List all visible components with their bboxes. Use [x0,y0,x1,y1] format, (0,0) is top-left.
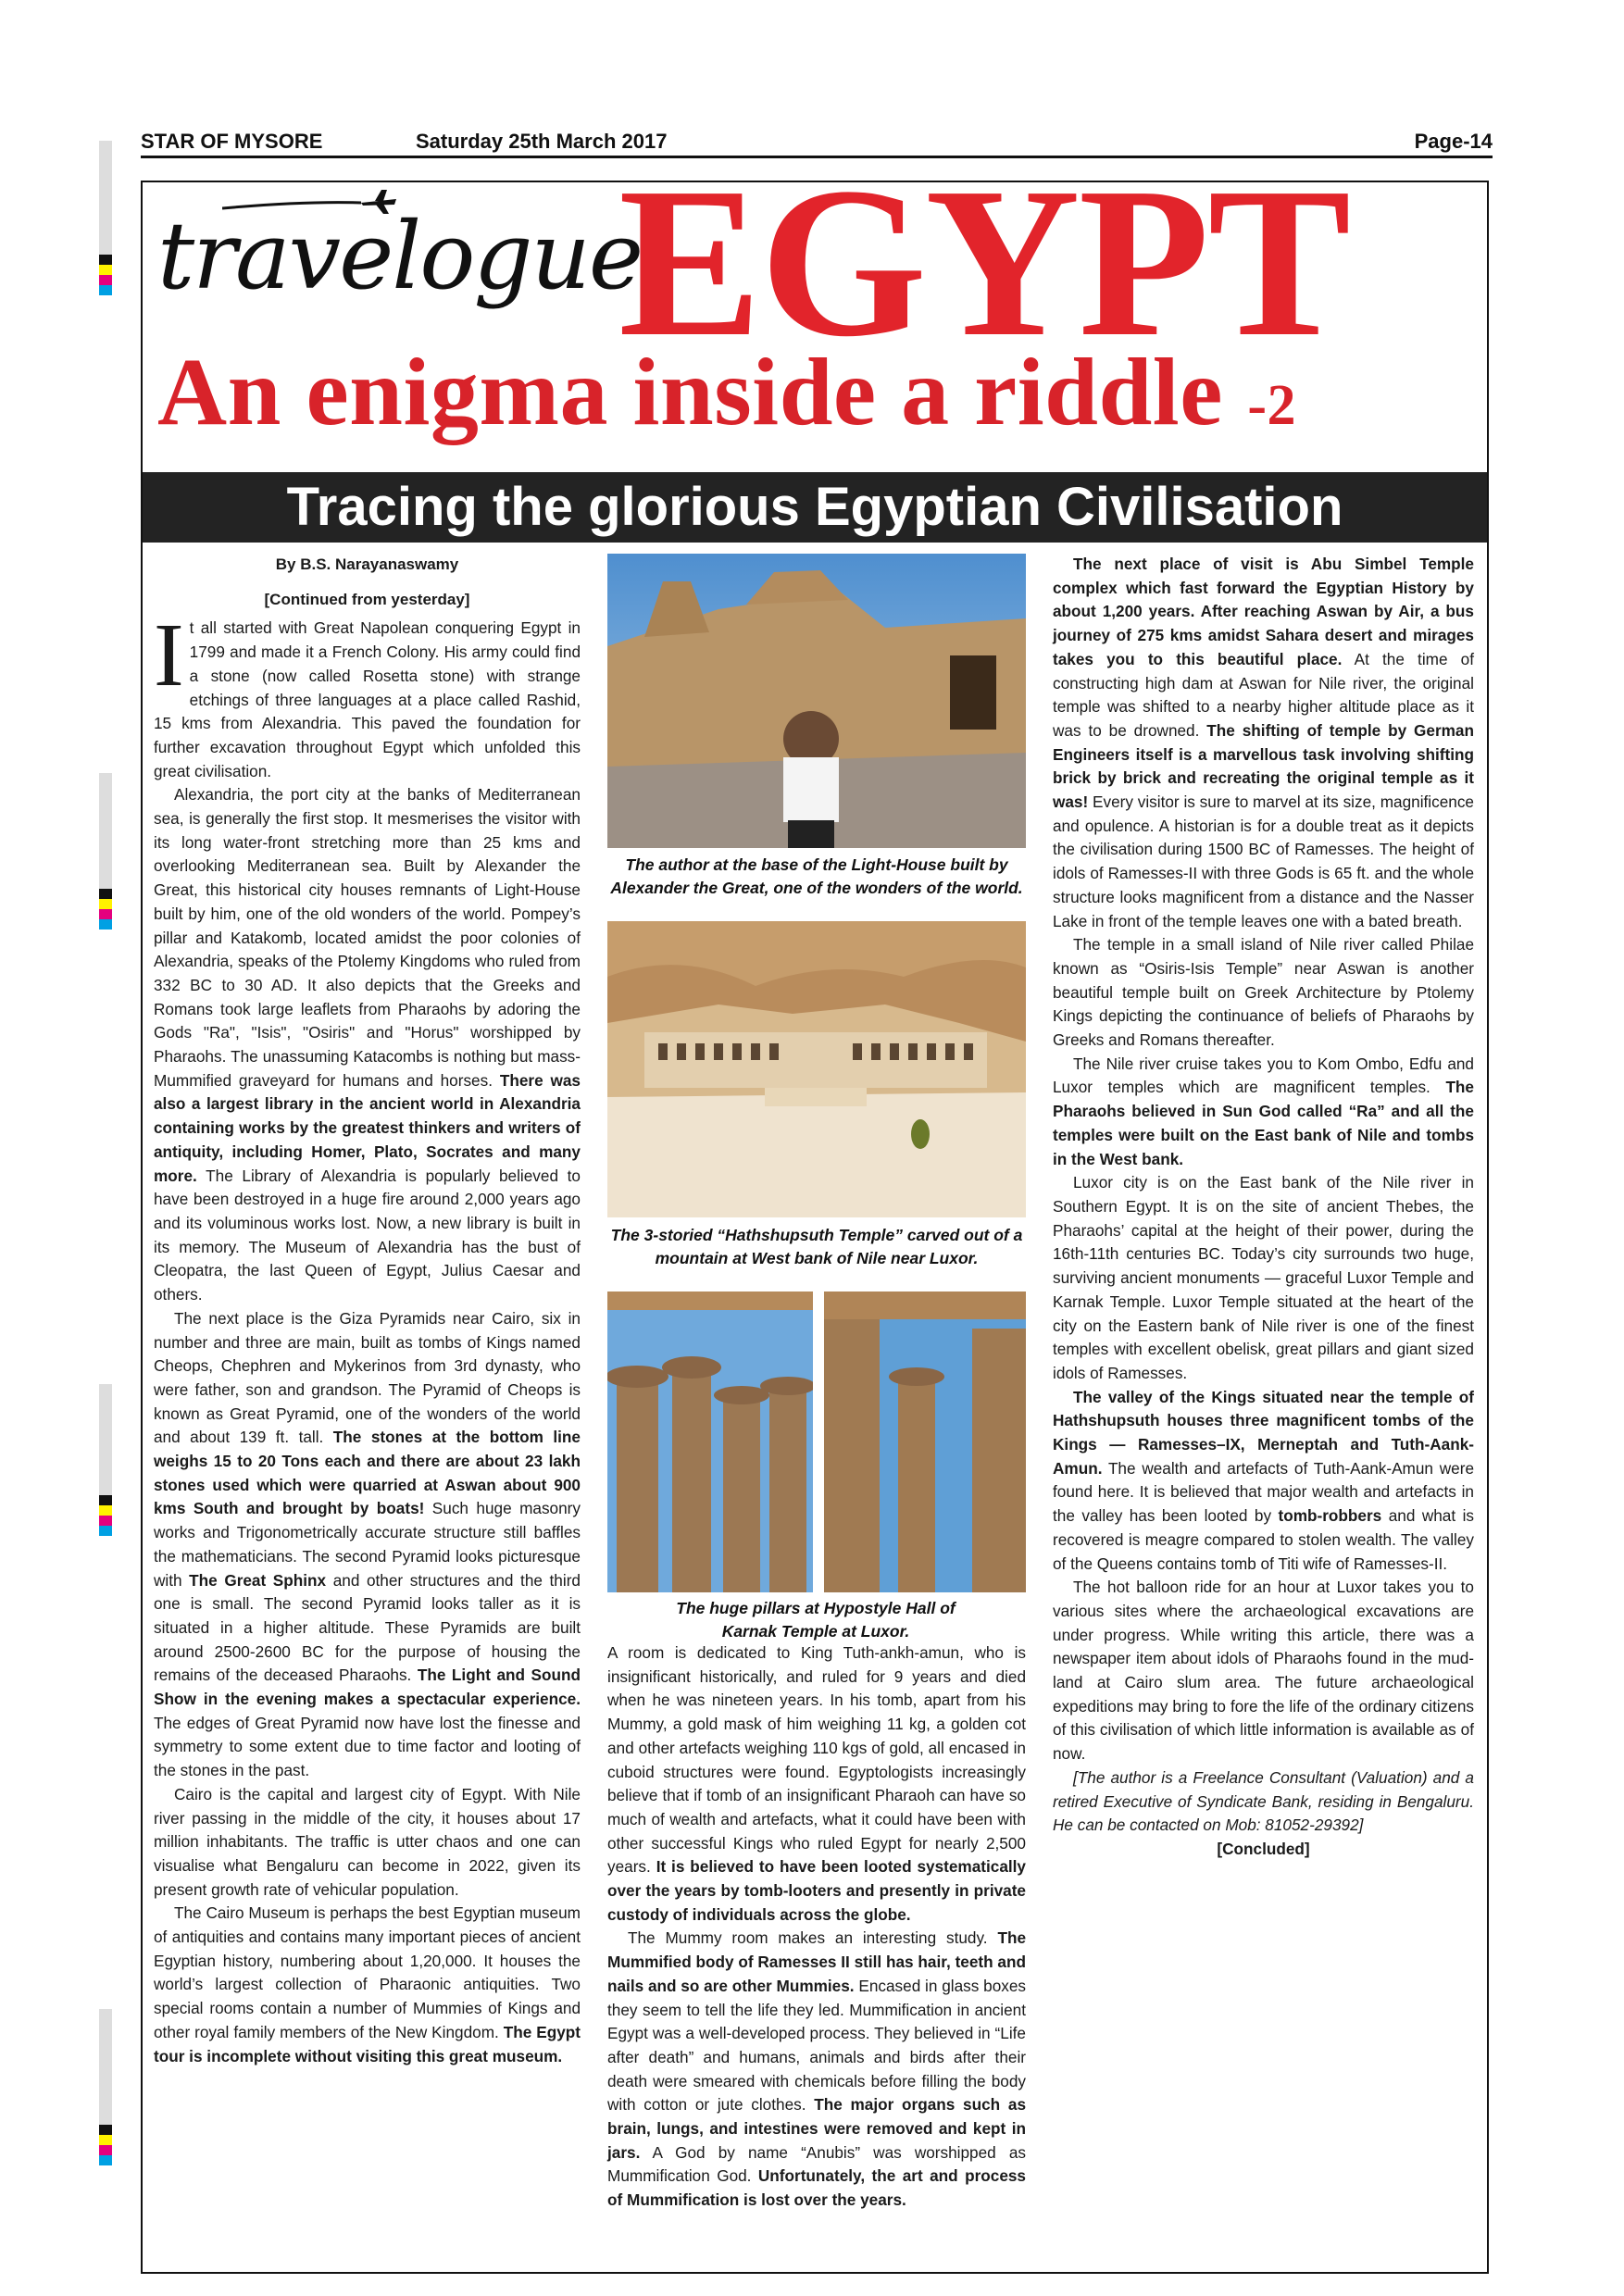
byline: By B.S. Narayanaswamy [275,555,459,573]
paragraph-text: t all started with Great Napolean conquering Egypt in 1799 and made it a French Colony. His army could find a stone (now called Rosetta stone) with strange etchings of three languages at a place called Rashid, 15 kms from Alexandria. This paved the foundation for further excavation throughout Egypt which unfolded this great civilisation. [154,618,581,780]
paragraph: The next place is the Giza Pyramids near Cairo, six in number and three are main, built as tombs of Kings named Cheops, Chephren and Mykerinos from 3rd dynasty, who were father, son and grandson. The Pyramid of Cheops is known as Great Pyramid, one of the wonders of the world and about 139 ft. tall. The stones at the bottom line weighs 15 to 20 Tons each and there are about 23 lakh stones used which were quarried at Aswan about 900 kms South and brought by boats! Such huge masonry works and Trigonometrically accurate structure still baffles the mathematicians. The second Pyramid looks picturesque with The Great Sphinx and other structures and the third one is small. The second Pyramid looks taller as it is situated in a higher altitude. These Pyramids are built around 2500-2600 BC for the purpose of housing the remains of the deceased Pharaohs. The Light and Sound Show in the evening makes a spectacular experience. The edges of Great Pyramid now have lost the finesse and symmetry to some extent due to time factor and looting of the stones in the past. [154,1308,581,1780]
print-marks-2-colors [99,889,112,930]
print-marks-4 [99,2009,112,2129]
section-logo: travelogue [157,202,643,310]
paragraph: The Mummy room makes an interesting study. The Mummified body of Ramesses II still has hair, teeth and nails and so are other Mummies. Encased in glass boxes they seem to tell the life they led. Mummification in ancient Egypt was a well-developed process. They believed in “Life after death” and humans, animals and birds after their death were smeared with chemicals before filling the body with cotton or jute clothes. The major organs such as brain, lungs, and intestines were removed and kept in jars. A God by name “Anubis” was worshipped as Mummification God. Unfortunately, the art and process of Mummification is lost over the years. [607,1928,1027,2210]
print-marks-3-colors [99,1495,112,1536]
paragraph [154,605,581,783]
caption-pillars: The huge pillars at Hypostyle Hall of Karnak Temple at Luxor. [676,1599,956,1641]
column-2 [607,1641,1026,2213]
column-1 [154,553,581,2068]
page-number: Page-14 [1414,130,1493,153]
print-marks-3 [99,1384,112,1500]
paragraph: The Nile river cruise takes you to Kom Ombo, Edfu and Luxor temples which are magnificent temples. The Pharaohs believed in Sun God called “Ra” and all the temples were built on the East bank of Nile and tombs in the West bank. [1053,1054,1474,1168]
photo-lighthouse [607,554,1026,848]
paper-name: STAR OF MYSORE [141,130,323,153]
print-marks-1-colors [99,255,112,295]
paragraph: The next place of visit is Abu Simbel Temple complex which fast forward the Egyptian History by about 1,200 years. After reaching Aswan by Air, a bus journey of 275 kms amidst Sahara desert and mirages takes you to this beautiful place. At the time of constructing high dam at Aswan for Nile river, the original temple was shifted to a nearby higher altitude place as it was to be drowned. The shifting of temple by German Engineers itself is a marvellous task involving shifting brick by brick and recreating the original temple as it was! Every visitor is sure to marvel at its size, magnificence and opulence. A historian is for a double treat as it depicts the civilisation during 1500 BC of Ramesses. The height of idols of Ramesses-II with three Gods is 65 ft. and the whole structure looks magnificent from a distance and the Nasser Lake in front of the temple leaves one with a bated breath. [1053,555,1475,930]
drop-cap: I [154,605,184,706]
paragraph: A room is dedicated to King Tuth-ankh-amun, who is insignificant historically, and ruled for 9 years and died when he was nineteen years. In his tomb, apart from his Mummy, a gold mask of him weighing 11 kg, a golden cot and other artefacts weighing 110 kgs of gold, all encased in cuboid structures were found. Egyptologists increasingly believe that if tomb of an insignificant Pharaoh can have so much of wealth and artefacts, what it could have been with other successful Kings who ruled Egypt for nearly 2,500 years. It is believed to have been looted systematically over the years by tomb-looters and presently in private custody of individuals across the globe. [607,1643,1026,1924]
continued-note: [Continued from yesterday] [264,590,470,608]
print-marks-4-colors [99,2125,112,2165]
country-title: EGYPT [618,144,1350,381]
concluded-note: [Concluded] [1217,1839,1310,1858]
paragraph: Cairo is the capital and largest city of Egypt. With Nile river passing in the middle of the city, it houses about 17 million inhabitants. The traffic is utter chaos and one can visualise what Bengaluru can become in 2022, given its present growth rate of vehicular population. [154,1784,581,1899]
author-note: [The author is a Freelance Consultant (Valuation) and a retired Executive of Syndicate Bank, residing in Bengaluru. He can be contacted on Mob: 81052-29392] [1053,1767,1474,1835]
column-3 [1053,553,1474,1862]
photo-pillars-left [607,1292,813,1592]
part-number: -2 [1247,374,1297,437]
caption-temple: The 3-storied “Hathshupsuth Temple” carved out of a mountain at West bank of Nile near Luxor. [610,1226,1023,1267]
paragraph: Alexandria, the port city at the banks of Mediterranean sea, is generally the first stop. It mesmerises the visitor with its long water-front stretching more than 25 kms and overlooking Mediterranean sea. Built by Alexander the Great, this historical city houses remnants of Light-House built by him, one of the old wonders of the world. Pompey’s pillar and Katakomb, located amidst the poor colonies of Alexandria, speaks of the Ptolemy Kingdoms who ruled from 332 BC to 30 AD. It also depicts that the Greeks and Romans took large leaflets from Pharaohs by adoring the Gods "Ra", "Isis", "Osiris" and "Horus" worshipped by Pharaohs. The unassuming Katacombs is nothing but mass-Mummified graveyard for humans and horses. There was also a largest library in the ancient world in Alexandria containing works by the greatest thinkers and writers of antiquity, including Homer, Plato, Socrates and many more. The Library of Alexandria is popularly believed to have been destroyed in a huge fire around 2,000 years ago and its voluminous works lost. Now, a new library is built in its memory. The Museum of Alexandria has the bust of Cleopatra, the last Queen of Egypt, Julius Caesar and others. [154,785,581,1304]
paragraph: The hot balloon ride for an hour at Luxor takes you to various sites where the archaeological excavations are under progress. While writing this article, there was a newspaper item about idols of Pharaohs found in the mud-land at Cairo slum area. The future archaeological expeditions may bring to fore the life of the ordinary citizens of this civilisation of which little information is available as of now. [1053,1578,1474,1764]
photo-pillars-right [824,1292,1026,1592]
photo-temple [607,921,1026,1217]
paragraph: Luxor city is on the East bank of the Nile river in Southern Egypt. It is on the site of ancient Thebes, the Pharaohs’ capital at the height of their power, during the 16th-11th centuries BC. Today’s city surrounds two huge, surviving ancient monuments — graceful Luxor Temple and Karnak Temple. Luxor Temple situated at the heart of the city on the Eastern bank of Nile river is one of the finest temples with excellent obelisk, great pillars and giant sized idols of Ramesses. [1053,1173,1474,1382]
print-marks-2 [99,773,112,893]
subheadline-banner: Tracing the glorious Egyptian Civilisation [143,472,1487,543]
paragraph: The temple in a small island of Nile river called Philae known as “Osiris-Isis Temple” near Aswan is another beautiful temple built on Greek Architecture by Ptolemy Kings depicting the continuance of beliefs of Pharaohs by Greeks and Romans thereafter. [1053,935,1474,1050]
headline [157,339,1481,445]
issue-date: Saturday 25th March 2017 [416,130,668,153]
paragraph: The valley of the Kings situated near the temple of Hathshupsuth houses three magnificent tombs of the Kings — Ramesses–IX, Merneptah and Tuth-Aank-Amun. The wealth and artefacts of Tuth-Aank-Amun were found here. It is believed that major wealth and artefacts in the valley has been looted by tomb-robbers and what is recovered is meagre compared to stolen wealth. The valley of the Queens contains tomb of Titi wife of Ramesses-II. [1053,1387,1475,1573]
paragraph: The Cairo Museum is perhaps the best Egyptian museum of antiquities and contains many important pieces of ancient Egyptian history, numbering about 1,20,000. It houses the world’s largest collection of Pharaonic antiquities. Two special rooms contain a number of Mummies of Kings and other royal family members of the New Kingdom. The Egypt tour is incomplete without visiting this great museum. [154,1903,581,2065]
headline-text: An enigma inside a riddle [157,339,1223,445]
caption-lighthouse: The author at the base of the Light-House built by Alexander the Great, one of the wonders of the world. [610,855,1023,897]
